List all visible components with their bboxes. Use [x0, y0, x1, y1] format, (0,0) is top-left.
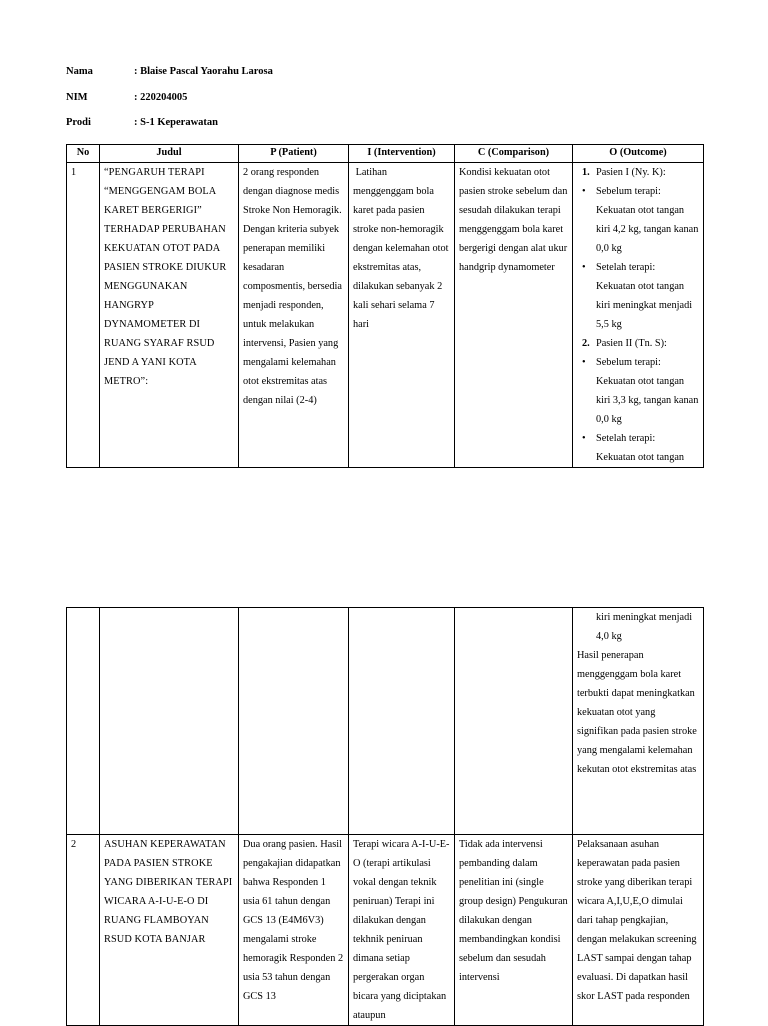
outcome-p2-after-label: Setelah terapi:: [596, 433, 656, 444]
row1-outcome: [573, 163, 704, 468]
row2-judul: ASUHAN KEPERAWATAN PADA PASIEN STROKE YANG DIBERIKAN TERAPI WICARA A-I-U-E-O DI RUANG FLAMBOYAN RSUD KOTA BANJAR: [100, 835, 239, 1026]
outcome-p1-after-text: Kekuatan otot tangan kiri meningkat menjadi 5,5 kg: [596, 281, 693, 330]
prodi-label: Prodi: [66, 117, 91, 128]
prodi-line: [66, 117, 218, 128]
pico-table-page-1: [66, 144, 704, 468]
table-row: [67, 163, 704, 468]
nim-line: [66, 92, 187, 103]
row2-patient: Dua orang pasien. Hasil pengakajian didapatkan bahwa Responden 1 usia 61 tahun dengan GCS 13 (E4M6V3) mengalami stroke hemoragik Responden 2 usia 53 tahun dengan GCS 13: [239, 835, 349, 1026]
row1-cont-comparison: [455, 608, 573, 835]
row1-cont-judul: [100, 608, 239, 835]
table-row-continuation: [67, 608, 704, 835]
prodi-value: : S-1 Keperawatan: [134, 117, 218, 128]
outcome-p2-before: [577, 353, 699, 372]
outcome-summary: Hasil penerapan menggenggam bola karet terbukti dapat meningkatkan kekuatan otot yang signifikan pada pasien stroke yang mengalami kelemahan kekutan otot ekstremitas atas: [577, 650, 697, 775]
outcome-p1-before: [577, 182, 699, 201]
outcome-p1-after: [577, 258, 699, 277]
outcome-p1-before-text: Kekuatan otot tangan kiri 4,2 kg, tangan kanan 0,0 kg: [596, 205, 699, 254]
col-header-no: No: [67, 145, 100, 163]
nim-value: : 220204005: [134, 92, 188, 103]
outcome-p2-before-label: Sebelum terapi:: [596, 357, 661, 368]
table-row: [67, 835, 704, 1026]
nama-label: Nama: [66, 66, 93, 77]
outcome-p2-after-text: Kekuatan otot tangan: [596, 452, 685, 463]
row1-comparison: Kondisi kekuatan otot pasien stroke sebelum dan sesudah dilakukan terapi menggenggam bola karet bergerigi dengan alat ukur handgrip dynamometer: [455, 163, 573, 468]
outcome-p2-after-text-cont: kiri meningkat menjadi 4,0 kg: [596, 612, 693, 642]
outcome-patient-2: [577, 334, 699, 353]
nim-label: NIM: [66, 92, 88, 103]
row1-judul: “PENGARUH TERAPI “MENGGENGAM BOLA KARET BERGERIGI” TERHADAP PERUBAHAN KEKUATAN OTOT PADA PASIEN STROKE DIUKUR MENGGUNAKAN HANGRYP DYNAMOMETER DI RUANG SYARAF RSUD JEND A YANI KOTA METRO”:: [100, 163, 239, 468]
outcome-p1-before-label: Sebelum terapi:: [596, 186, 661, 197]
outcome-p1-number: 1.: [582, 167, 590, 178]
col-header-intervention: I (Intervention): [349, 145, 455, 163]
row2-no: 2: [67, 835, 100, 1026]
row2-outcome: Pelaksanaan asuhan keperawatan pada pasien stroke yang diberikan terapi wicara A,I,U,E,O dimulai dari tahap pengkajian, dengan melakukan screening LAST sampai dengan tahap evaluasi. Di dapatkan hasil skor LAST pada responden: [573, 835, 704, 1026]
row1-cont-patient: [239, 608, 349, 835]
outcome-p1-after-label: Setelah terapi:: [596, 262, 656, 273]
outcome-p2-before-text: Kekuatan otot tangan kiri 3,3 kg, tangan kanan 0,0 kg: [596, 376, 699, 425]
nama-line: [66, 66, 273, 77]
row1-cont-intervention: [349, 608, 455, 835]
row1-intervention: Latihan menggenggam bola karet pada pasien stroke non-hemoragik dengan kelemahan otot ekstremitas atas, dilakukan sebanyak 2 kali sehari selama 7 hari: [349, 163, 455, 468]
outcome-patient-1: [577, 163, 699, 182]
outcome-p2-after: [577, 429, 699, 448]
outcome-p2-title: Pasien II (Tn. S):: [596, 338, 667, 349]
row1-cont-outcome: [573, 608, 704, 835]
row2-intervention: Terapi wicara A-I-U-E-O (terapi artikulasi vokal dengan teknik peniruan) Terapi ini dilakukan dengan tekhnik peniruan dimana setiap pergerakan organ bicara yang diciptakan ataupun: [349, 835, 455, 1026]
pico-table-page-2: [66, 607, 704, 1026]
col-header-judul: Judul: [100, 145, 239, 163]
table-header-row: [67, 145, 704, 163]
outcome-p1-title: Pasien I (Ny. K):: [596, 167, 666, 178]
row2-comparison: Tidak ada intervensi pembanding dalam penelitian ini (single group design) Pengukuran dilakukan dengan membandingkan kondisi sebelum dan sesudah intervensi: [455, 835, 573, 1026]
col-header-comparison: C (Comparison): [455, 145, 573, 163]
row1-cont-no: [67, 608, 100, 835]
row1-no: 1: [67, 163, 100, 468]
row1-patient: 2 orang responden dengan diagnose medis Stroke Non Hemoragik. Dengan kriteria subyek penerapan memiliki kesadaran composmentis, bersedia menjadi responden, untuk melakukan intervensi, Pasien yang mengalami kelemahan otot ekstremitas atas dengan nilai (2-4): [239, 163, 349, 468]
col-header-patient: P (Patient): [239, 145, 349, 163]
nama-value: : Blaise Pascal Yaorahu Larosa: [134, 66, 273, 77]
outcome-p2-number: 2.: [582, 338, 590, 349]
col-header-outcome: O (Outcome): [573, 145, 704, 163]
